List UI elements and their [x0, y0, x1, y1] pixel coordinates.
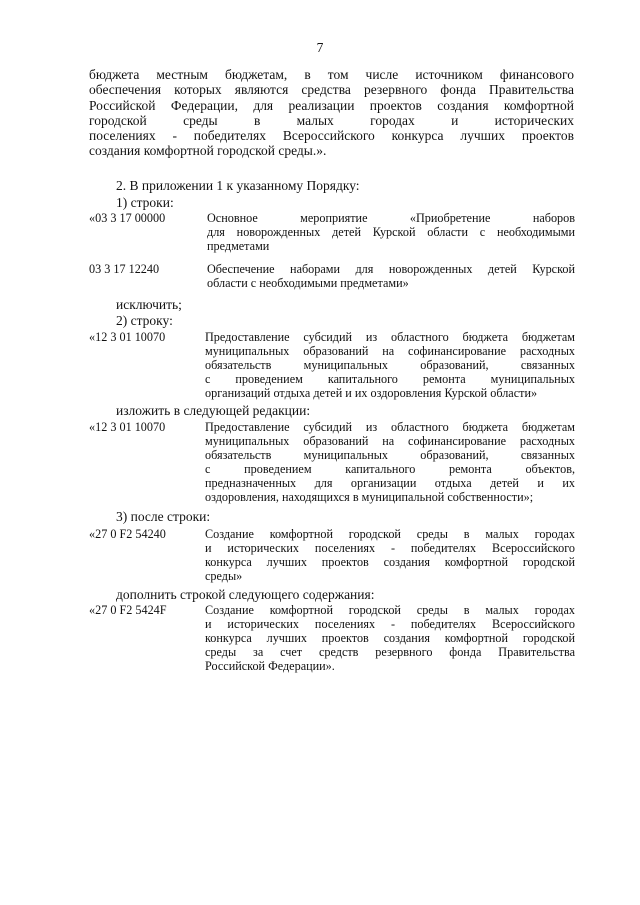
subitem-2-heading: 2) строку: [116, 313, 173, 328]
row-description [205, 420, 575, 504]
text-line: Российской Федерации, для реализации проектов создания комфортной [89, 97, 574, 113]
text-line: Российской Федерации». [205, 659, 335, 673]
text-line: предметами [207, 239, 270, 253]
text-line: организаций отдыха детей и их оздоровления Курской области» [205, 386, 538, 400]
text-line: городской среды в малых городах и исторических [89, 112, 574, 128]
text-line: бюджета местным бюджетам, в том числе источником финансового [89, 67, 574, 82]
text-line: Обеспечение наборами для новорожденных детей Курской [207, 262, 575, 276]
row-code: «12 3 01 10070 [89, 330, 166, 344]
row-code: «12 3 01 10070 [89, 420, 166, 434]
text-line: поселениях - победителях Всероссийского конкурса лучших проектов [89, 128, 574, 144]
text-line: Создание комфортной городской среды в малых городах [205, 603, 575, 617]
text-line: области с необходимыми предметами» [207, 276, 409, 290]
text-line: и исторических поселениях - победителях Всероссийского [205, 617, 575, 631]
subitem-3-heading: 3) после строки: [116, 509, 211, 524]
text-line: муниципальных образований на софинансирование расходных [205, 434, 575, 448]
text-line: для новорожденных детей Курской области с необходимыми [207, 225, 575, 239]
subitem-1-heading: 1) строки: [116, 195, 174, 210]
text-line: конкурса лучших проектов создания комфортной городской [205, 555, 575, 569]
exclude-instruction: исключить; [116, 297, 182, 312]
text-line: создания комфортной городской среды.». [89, 143, 327, 159]
text-line: с проведением капитального ремонта муниципальных [205, 372, 575, 386]
row-description [207, 211, 575, 253]
text-line: и исторических поселениях - победителях Всероссийского [205, 541, 575, 555]
row-description [207, 262, 575, 290]
text-line: оздоровления, находящихся в муниципальной собственности»; [205, 490, 534, 504]
text-line: обязательств муниципальных образований, связанных [205, 358, 575, 372]
text-line: обязательств муниципальных образований, связанных [205, 448, 575, 462]
append-instruction: дополнить строкой следующего содержания: [116, 587, 375, 602]
row-description [205, 527, 575, 583]
text-line: Основное мероприятие «Приобретение наборов [207, 211, 575, 225]
row-code: 03 3 17 12240 [89, 262, 160, 276]
row-code: «27 0 F2 5424F [89, 603, 167, 617]
text-line: среды» [205, 569, 243, 583]
item-2-heading: 2. В приложении 1 к указанному Порядку: [116, 178, 360, 193]
text-line: среды за счет средств резервного фонда Правительства [205, 645, 575, 659]
text-line: предназначенных для организации отдыха детей и их [205, 476, 575, 490]
row-description [205, 330, 575, 400]
text-line: с проведением капитального ремонта объектов, [205, 462, 575, 476]
page-number: 7 [316, 40, 324, 55]
row-code: «27 0 F2 54240 [89, 527, 166, 541]
text-line: Предоставление субсидий из областного бюджета бюджетам [205, 330, 575, 344]
row-description [205, 603, 575, 673]
text-line: муниципальных образований на софинансирование расходных [205, 344, 575, 358]
intro-paragraph [89, 67, 574, 159]
text-line: Создание комфортной городской среды в малых городах [205, 527, 575, 541]
text-line: конкурса лучших проектов создания комфортной городской [205, 631, 575, 645]
restate-instruction: изложить в следующей редакции: [116, 403, 311, 418]
row-code: «03 3 17 00000 [89, 211, 166, 225]
text-line: Предоставление субсидий из областного бюджета бюджетам [205, 420, 575, 434]
text-line: обеспечения которых являются средства резервного фонда Правительства [89, 82, 574, 98]
